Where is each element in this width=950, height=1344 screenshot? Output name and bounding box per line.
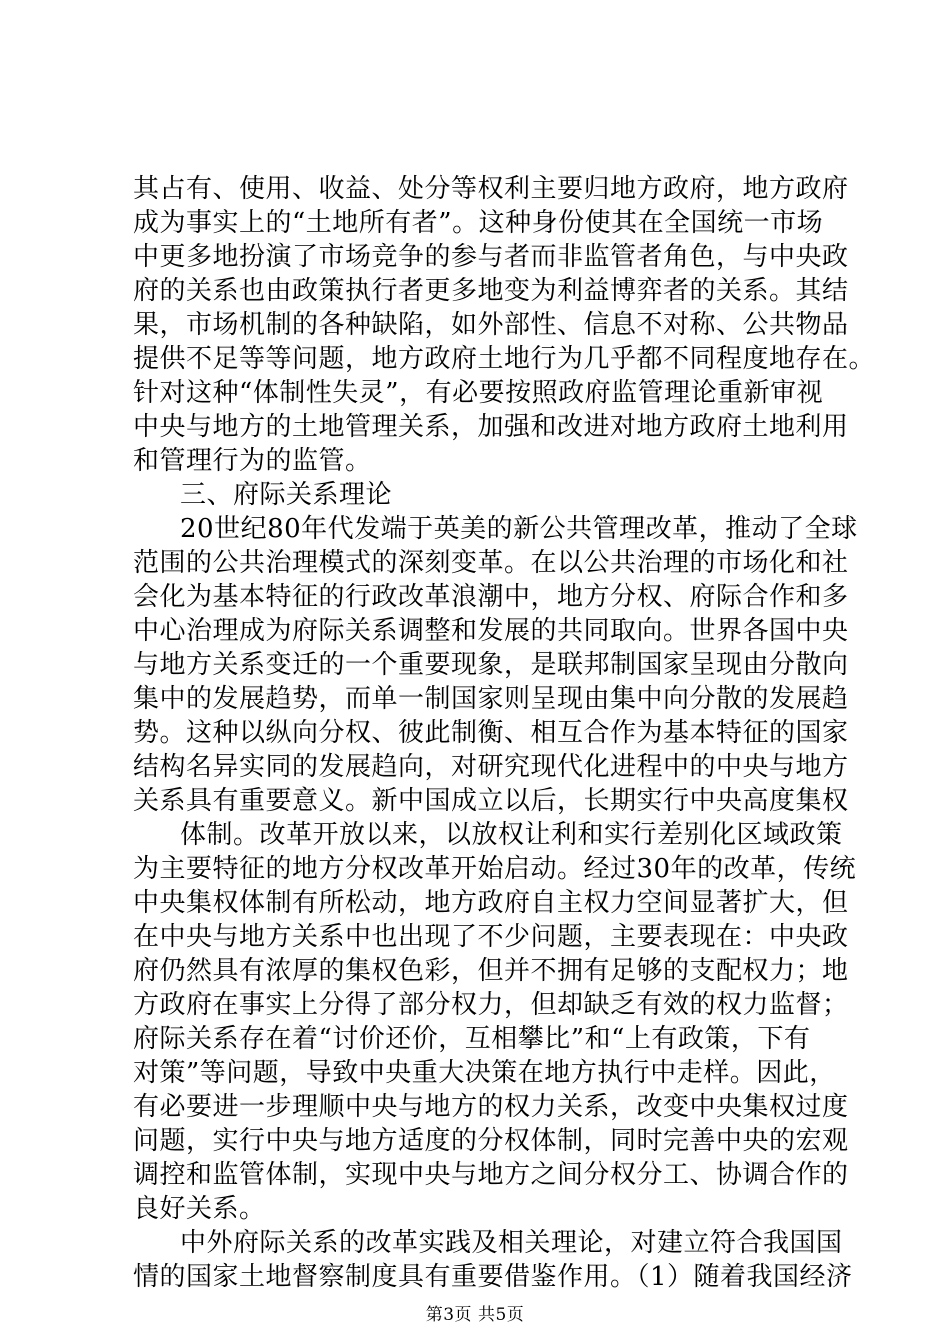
paragraph-line: 成为事实上的“土地所有者”。这种身份使其在全国统一市场	[133, 208, 824, 238]
page-indicator: 第3页 共5页	[425, 1305, 525, 1325]
paragraph-line: 为主要特征的地方分权改革开始启动。经过30年的改革，传统	[133, 854, 857, 884]
paragraph-line: 情的国家土地督察制度具有重要借鉴作用。（1）随着我国经济	[133, 1262, 853, 1292]
paragraph-line: 范围的公共治理模式的深刻变革。在以公共治理的市场化和社	[133, 548, 849, 578]
paragraph-line: 中央集权体制有所松动，地方政府自主权力空间显著扩大，但	[133, 888, 849, 918]
paragraph-line: 调控和监管体制，实现中央与地方之间分权分工、协调合作的	[133, 1160, 849, 1190]
paragraph-line: 府仍然具有浓厚的集权色彩，但并不拥有足够的支配权力；地	[133, 956, 849, 986]
paragraph-line: 其占有、使用、收益、处分等权利主要归地方政府，地方政府	[133, 174, 849, 204]
paragraph-line: 府际关系存在着“讨价还价，互相攀比”和“上有政策，下有	[133, 1024, 811, 1054]
paragraph-line: 会化为基本特征的行政改革浪潮中，地方分权、府际合作和多	[133, 582, 849, 612]
paragraph-line: 中外府际关系的改革实践及相关理论，对建立符合我国国	[180, 1228, 843, 1258]
paragraph-line: 关系具有重要意义。新中国成立以后，长期实行中央高度集权	[133, 786, 849, 816]
paragraph-line: 提供不足等等问题，地方政府土地行为几乎都不同程度地存在。	[133, 344, 876, 374]
paragraph-line: 中央与地方的土地管理关系，加强和改进对地方政府土地利用	[133, 412, 849, 442]
paragraph-line: 中心治理成为府际关系调整和发展的共同取向。世界各国中央	[133, 616, 849, 646]
paragraph-line: 良好关系。	[133, 1194, 266, 1224]
paragraph-line: 问题，实行中央与地方适度的分权体制，同时完善中央的宏观	[133, 1126, 849, 1156]
paragraph-line: 结构名异实同的发展趋向，对研究现代化进程中的中央与地方	[133, 752, 849, 782]
paragraph-line: 和管理行为的监管。	[133, 446, 372, 476]
paragraph-line: 势。这种以纵向分权、彼此制衡、相互合作为基本特征的国家	[133, 718, 849, 748]
paragraph-line: 体制。改革开放以来，以放权让利和实行差别化区域政策	[180, 820, 843, 850]
paragraph-line: 20世纪80年代发端于英美的新公共管理改革，推动了全球	[180, 514, 858, 544]
paragraph-line: 方政府在事实上分得了部分权力，但却缺乏有效的权力监督；	[133, 990, 849, 1020]
section-heading: 三、府际关系理论	[180, 480, 393, 510]
paragraph-line: 府的关系也由政策执行者更多地变为利益博弈者的关系。其结	[133, 276, 849, 306]
paragraph-line: 与地方关系变迁的一个重要现象，是联邦制国家呈现由分散向	[133, 650, 849, 680]
paragraph-line: 有必要进一步理顺中央与地方的权力关系，改变中央集权过度	[133, 1092, 849, 1122]
paragraph-line: 中更多地扮演了市场竞争的参与者而非监管者角色，与中央政	[133, 242, 849, 272]
paragraph-line: 针对这种“体制性失灵”，有必要按照政府监管理论重新审视	[133, 378, 824, 408]
paragraph-line: 集中的发展趋势，而单一制国家则呈现由集中向分散的发展趋	[133, 684, 849, 714]
paragraph-line: 对策”等问题，导致中央重大决策在地方执行中走样。因此，	[133, 1058, 836, 1088]
paragraph-line: 果，市场机制的各种缺陷，如外部性、信息不对称、公共物品	[133, 310, 849, 340]
paragraph-line: 在中央与地方关系中也出现了不少问题，主要表现在：中央政	[133, 922, 849, 952]
